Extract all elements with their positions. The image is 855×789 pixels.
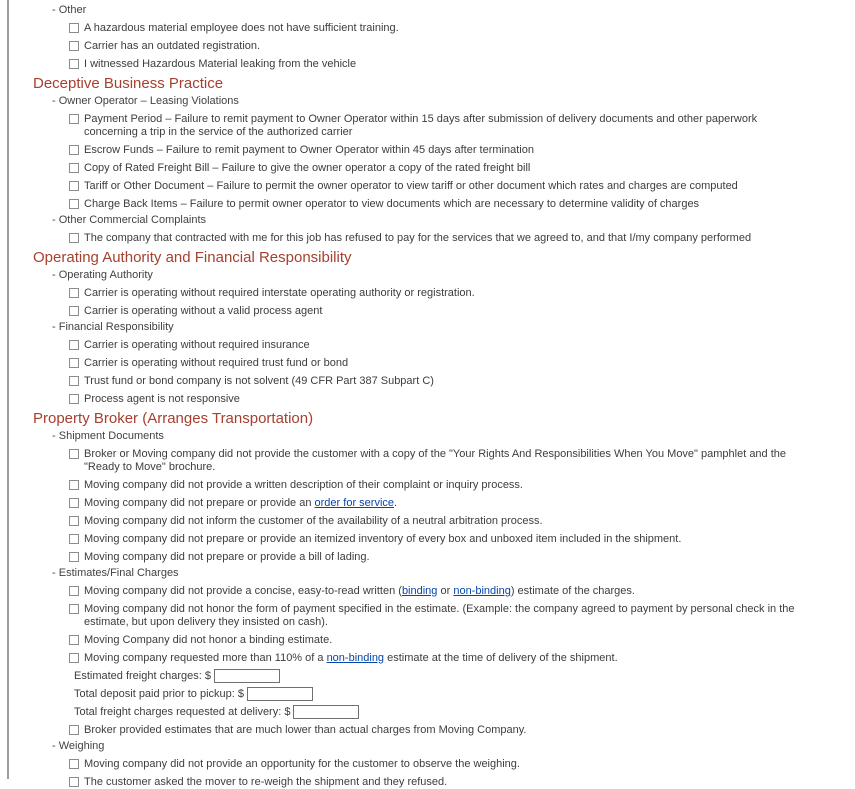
label-segment: Moving company did not inform the customer of the availability of a neutral arbitration process.: [84, 515, 543, 527]
complaint-checkbox[interactable]: [69, 376, 79, 386]
complaint-item: [69, 40, 815, 53]
complaint-label: [84, 40, 260, 53]
inline-link[interactable]: binding: [401, 585, 438, 597]
label-segment: .: [394, 497, 398, 509]
complaint-item: [69, 758, 815, 771]
section-heading: Operating Authority and Financial Responsibility: [33, 249, 352, 266]
complaint-checkbox[interactable]: [69, 516, 79, 526]
complaint-label: [84, 180, 738, 193]
label-segment: Carrier is operating without a valid process agent: [84, 305, 323, 317]
inline-link[interactable]: non-binding: [326, 652, 385, 664]
group-label: - Weighing: [52, 740, 855, 753]
complaint-checkbox[interactable]: [69, 288, 79, 298]
complaint-label: [84, 585, 635, 598]
group-label: - Estimates/Final Charges: [52, 567, 855, 580]
complaint-item: [69, 198, 815, 211]
complaint-checkbox[interactable]: [69, 358, 79, 368]
complaint-item: [69, 497, 815, 510]
complaint-label: [84, 515, 543, 528]
complaint-label: [84, 232, 751, 245]
complaint-checkbox[interactable]: [69, 449, 79, 459]
complaint-label: [84, 776, 447, 789]
label-segment: Moving company did not provide a concise, easy-to-read written (: [84, 585, 402, 597]
complaint-item: [69, 232, 815, 245]
label-segment: Moving company did not prepare or provide an itemized inventory of every box and unboxed item included in the shipment.: [84, 533, 682, 545]
complaint-checkbox[interactable]: [69, 498, 79, 508]
complaint-checkbox[interactable]: [69, 725, 79, 735]
complaint-item: [69, 305, 815, 318]
label-segment: Carrier is operating without required interstate operating authority or registration.: [84, 287, 475, 299]
complaint-checkbox[interactable]: [69, 604, 79, 614]
complaint-label: [84, 497, 397, 510]
complaint-item: [69, 113, 815, 139]
complaint-label: [84, 652, 618, 665]
charge-field-label: Estimated freight charges: $: [74, 670, 211, 682]
complaint-checkbox[interactable]: [69, 145, 79, 155]
complaint-item: [69, 144, 815, 157]
charge-field-row: [74, 669, 855, 683]
label-segment: The customer asked the mover to re-weigh the shipment and they refused.: [84, 776, 448, 789]
complaint-label: [84, 551, 370, 564]
complaint-item: [69, 162, 815, 175]
complaint-item: [69, 652, 815, 665]
inline-link[interactable]: order for service: [314, 497, 395, 509]
complaint-checkbox[interactable]: [69, 233, 79, 243]
group-label: - Financial Responsibility: [52, 321, 855, 334]
label-segment: Payment Period – Failure to remit payment to Owner Operator within 15 days after submission of delivery documents and other paperwork concerning a trip in the service of the authorized carrier: [84, 113, 758, 138]
label-segment: ) estimate of the charges.: [510, 585, 635, 597]
complaint-item: [69, 375, 815, 388]
complaint-item: [69, 533, 815, 546]
label-segment: estimate at the time of delivery of the shipment.: [384, 652, 618, 664]
group-label: - Owner Operator – Leasing Violations: [52, 95, 855, 108]
label-segment: Moving company requested more than 110% of a: [84, 652, 327, 664]
inline-link[interactable]: non-binding: [453, 585, 511, 597]
complaint-label: [84, 22, 399, 35]
complaint-label: [84, 724, 526, 737]
charge-field-label: Total freight charges requested at delivery: $: [74, 706, 291, 719]
complaint-label: [84, 287, 475, 300]
complaint-label: [84, 162, 530, 175]
complaint-item: [69, 776, 815, 789]
complaint-label: [84, 339, 310, 352]
label-segment: Broker or Moving company did not provide the customer with a copy of the "Your Rights And Responsibilities When You Move" pamphlet and the "Ready to Move" brochure.: [84, 448, 787, 473]
section-heading: Property Broker (Arranges Transportation): [33, 410, 314, 427]
complaint-label: [84, 448, 798, 474]
label-segment: or: [437, 585, 454, 597]
complaint-item: [69, 551, 815, 564]
label-segment: Process agent is not responsive: [84, 393, 240, 405]
complaint-checkbox[interactable]: [69, 586, 79, 596]
complaint-label: [84, 375, 434, 388]
complaint-label: [84, 634, 332, 647]
complaint-checkbox[interactable]: [69, 199, 79, 209]
complaint-label: [84, 113, 798, 139]
charge-field-input[interactable]: [214, 669, 280, 683]
complaint-checkbox[interactable]: [69, 552, 79, 562]
complaint-checkbox[interactable]: [69, 653, 79, 663]
label-segment: Moving company did not provide an opportunity for the customer to observe the weighing.: [84, 758, 520, 771]
complaint-item: [69, 479, 815, 492]
complaint-checkbox[interactable]: [69, 534, 79, 544]
charge-field-input[interactable]: [247, 687, 313, 701]
charge-field-input[interactable]: [293, 705, 359, 719]
complaint-item: [69, 448, 815, 474]
complaint-label: [84, 533, 681, 546]
complaint-label: [84, 305, 322, 318]
complaint-item: [69, 58, 815, 71]
label-segment: Copy of Rated Freight Bill – Failure to give the owner operator a copy of the rated freight bill: [84, 162, 531, 174]
complaint-label: [84, 393, 240, 406]
complaint-item: [69, 393, 815, 406]
label-segment: Carrier is operating without required trust fund or bond: [84, 357, 349, 369]
complaint-label: [84, 758, 520, 771]
complaint-item: [69, 585, 815, 598]
label-segment: Moving company did not prepare or provide an: [84, 497, 315, 509]
complaint-label: [84, 603, 798, 629]
label-segment: Broker provided estimates that are much lower than actual charges from Moving Company.: [84, 724, 527, 737]
complaint-checkbox[interactable]: [69, 114, 79, 124]
charge-field-row: [74, 687, 855, 701]
label-segment: The company that contracted with me for this job has refused to pay for the services that we agreed to, and that I/my company performed: [84, 232, 752, 244]
charge-field-label: Total deposit paid prior to pickup: $: [74, 688, 244, 701]
complaint-checkbox[interactable]: [69, 480, 79, 490]
label-segment: Carrier has an outdated registration.: [84, 40, 261, 52]
group-label: - Operating Authority: [52, 269, 855, 282]
group-label: - Shipment Documents: [52, 430, 855, 443]
complaint-label: [84, 58, 356, 71]
complaint-checkbox[interactable]: [69, 394, 79, 404]
complaint-checkbox[interactable]: [69, 59, 79, 69]
label-segment: Moving company did not prepare or provide a bill of lading.: [84, 551, 370, 563]
complaint-item: [69, 339, 815, 352]
label-segment: A hazardous material employee does not have sufficient training.: [84, 22, 399, 34]
complaint-label: [84, 198, 699, 211]
complaint-checkbox[interactable]: [69, 163, 79, 173]
label-segment: I witnessed Hazardous Material leaking from the vehicle: [84, 58, 357, 70]
charge-field-row: [74, 705, 855, 719]
complaint-item: [69, 287, 815, 300]
complaint-item: [69, 22, 815, 35]
complaint-item: [69, 634, 815, 647]
complaint-item: [69, 357, 815, 370]
label-segment: Carrier is operating without required insurance: [84, 339, 310, 351]
left-vertical-rule: [7, 0, 9, 779]
complaint-label: [84, 479, 523, 492]
complaint-checkbox[interactable]: [69, 759, 79, 769]
complaint-checkbox[interactable]: [69, 306, 79, 316]
complaint-checkbox[interactable]: [69, 41, 79, 51]
label-segment: Escrow Funds – Failure to remit payment to Owner Operator within 45 days after termination: [84, 144, 534, 156]
group-label: - Other Commercial Complaints: [52, 214, 855, 227]
complaint-checkbox[interactable]: [69, 181, 79, 191]
label-segment: Charge Back Items – Failure to permit owner operator to view documents which are necessary to determine validity of charges: [84, 198, 700, 210]
complaint-checkbox[interactable]: [69, 23, 79, 33]
label-segment: Trust fund or bond company is not solvent (49 CFR Part 387 Subpart C): [84, 375, 434, 387]
complaint-item: [69, 515, 815, 528]
label-segment: Moving Company did not honor a binding estimate.: [84, 634, 333, 646]
label-segment: Tariff or Other Document – Failure to permit the owner operator to view tariff or other document which rates and charges are computed: [84, 180, 738, 192]
label-segment: Moving company did not honor the form of payment specified in the estimate. (Example: the company agreed to payment by personal check in the estimate, but upon delivery they insisted on cash).: [84, 603, 795, 628]
label-segment: Moving company did not provide a written description of their complaint or inquiry process.: [84, 479, 523, 491]
complaint-item: [69, 603, 815, 629]
complaint-label: [84, 144, 534, 157]
section-heading: Deceptive Business Practice: [33, 75, 224, 92]
complaint-checkbox[interactable]: [69, 340, 79, 350]
complaint-item: [69, 180, 815, 193]
complaint-checkbox[interactable]: [69, 635, 79, 645]
complaint-item: [69, 724, 815, 737]
complaint-label: [84, 357, 348, 370]
group-label: - Other: [52, 4, 855, 17]
